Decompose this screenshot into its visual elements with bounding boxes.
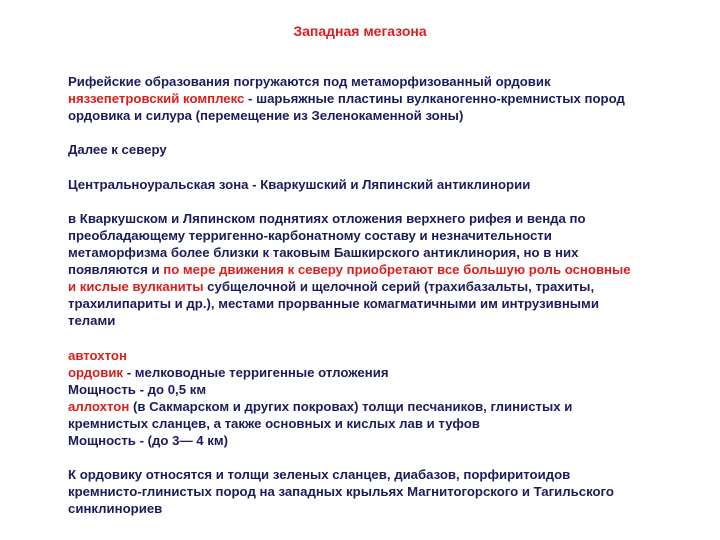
highlight-term: и кислые вулканиты bbox=[68, 279, 204, 295]
text-fragment: - шарьяжные пластины вулканогенно-кремнистых пород bbox=[244, 91, 625, 107]
text-line: К ордовику относятся и толщи зеленых сланцев, диабазов, порфиритоидов bbox=[68, 467, 571, 483]
paragraph-north bbox=[68, 141, 668, 158]
autochthon-label: автохтон bbox=[68, 347, 127, 363]
text-line bbox=[68, 90, 668, 107]
paragraph-green-schists bbox=[68, 466, 668, 517]
paragraph-kvarkush bbox=[68, 210, 668, 330]
text-line: телами bbox=[68, 313, 116, 329]
paragraph-central-urals bbox=[68, 176, 668, 193]
text-line: кремнистых сланцев, а также основных и кислых лав и туфов bbox=[68, 415, 480, 431]
text-line: трахилипариты и др.), местами прорванные комагматичными им интрузивными bbox=[68, 296, 599, 312]
text-line bbox=[68, 398, 668, 415]
text-line bbox=[68, 261, 668, 278]
text-line: синклинориев bbox=[68, 501, 163, 517]
slide-body bbox=[68, 73, 668, 535]
thickness-line: Мощность - до 0,5 км bbox=[68, 381, 207, 397]
text-line: в Кваркушском и Ляпинском поднятиях отложения верхнего рифея и венда по bbox=[68, 210, 586, 226]
highlight-term: ордовик bbox=[68, 364, 124, 380]
paragraph-ordovician bbox=[68, 347, 668, 450]
text-fragment: субщелочной и щелочной серий (трахибазальты, трахиты, bbox=[203, 279, 595, 295]
text-fragment: (в Сакмарском и других покровах) толщи песчаников, глинистых и bbox=[129, 398, 573, 414]
paragraph-riphean bbox=[68, 73, 668, 124]
text-line: преобладающему терригенно-карбонатному составу и незначительности bbox=[68, 227, 552, 243]
thickness-line: Мощность - (до 3— 4 км) bbox=[68, 432, 229, 448]
text-fragment: - мелководные терригенные отложения bbox=[123, 364, 389, 380]
text-line bbox=[68, 364, 668, 381]
text-line: Центральноуральская зона - Кваркушский и Ляпинский антиклинории bbox=[68, 176, 531, 192]
text-line: метаморфизма более близки к таковым Башкирского антиклинория, но в них bbox=[68, 244, 579, 260]
text-line: кремнисто-глинистых пород на западных крыльях Магнитогорского и Тагильского bbox=[68, 484, 614, 500]
text-line bbox=[68, 278, 668, 295]
text-fragment: появляются и bbox=[68, 262, 164, 278]
slide-title: Западная мегазона bbox=[293, 23, 427, 39]
highlight-term: по мере движения к северу приобретают все большую роль основные bbox=[163, 262, 631, 278]
highlight-term: няззепетровский комплекс bbox=[68, 91, 245, 107]
text-line: Далее к северу bbox=[68, 142, 167, 158]
text-line: Рифейские образования погружаются под метаморфизованный ордовик bbox=[68, 74, 551, 89]
text-line: ордовика и силура (перемещение из Зеленокаменной зоны) bbox=[68, 108, 464, 124]
allochthon-label: аллохтон bbox=[68, 398, 130, 414]
